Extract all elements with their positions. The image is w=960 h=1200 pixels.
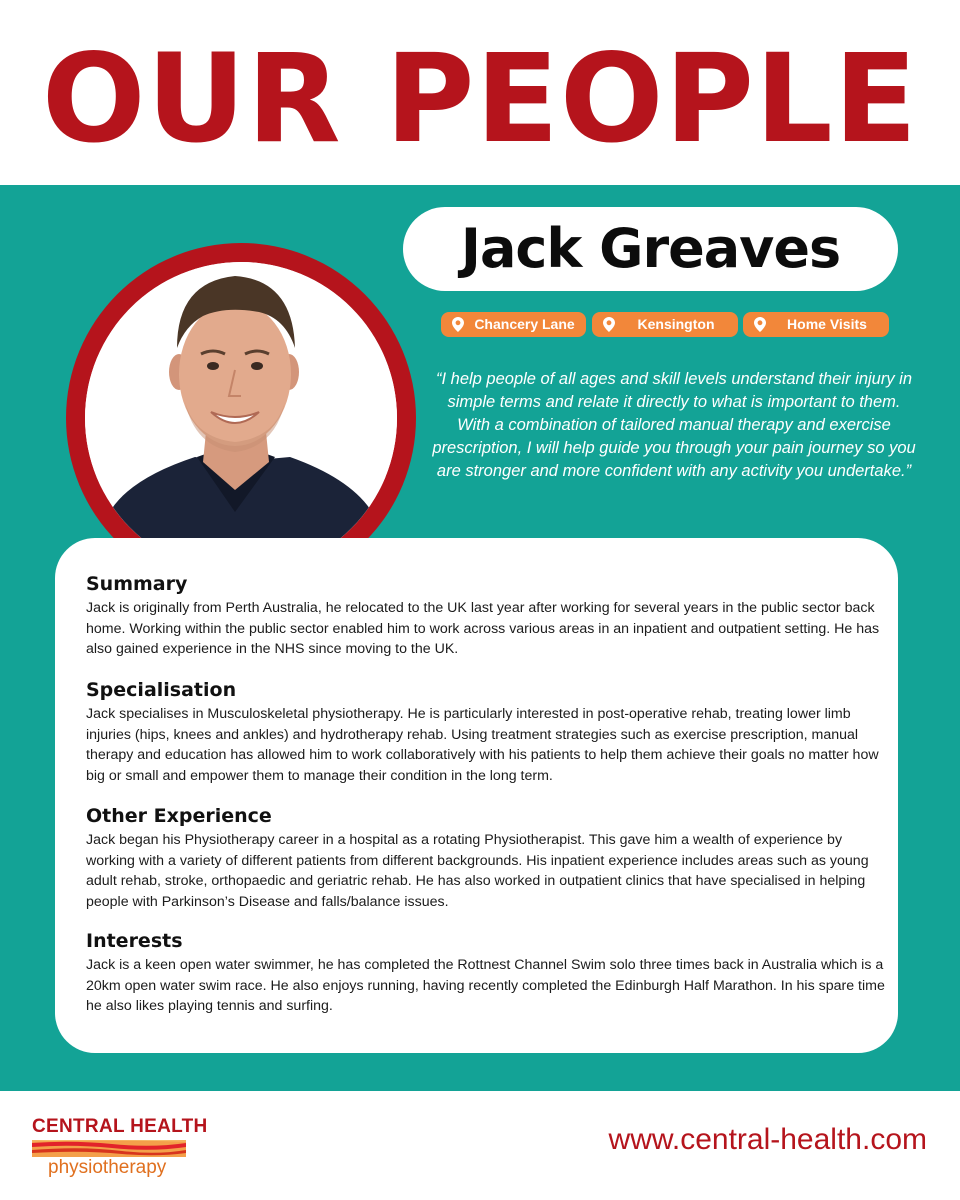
location-label: Kensington xyxy=(637,316,715,332)
location-label: Home Visits xyxy=(787,316,867,332)
section-heading: Specialisation xyxy=(86,679,237,701)
page-title: OUR PEOPLE xyxy=(41,28,919,170)
other-experience-section xyxy=(86,804,886,912)
section-heading: Summary xyxy=(86,573,188,595)
testimonial-quote: “I help people of all ages and skill levels understand their injury in simple terms and relate it directly to what is important to them. With a combination of tailored manual therapy and exercise prescription, I will help guide you through your pain journey so you are stronger and more confident with any activity you undertake.” xyxy=(432,370,916,480)
summary-section xyxy=(86,572,886,660)
location-home-visits xyxy=(743,312,889,337)
website-link[interactable]: www.central-health.com xyxy=(608,1123,927,1156)
location-kensington xyxy=(592,312,738,337)
section-heading: Other Experience xyxy=(86,805,272,827)
person-name: Jack Greaves xyxy=(460,217,841,280)
logo-wordmark: CENTRAL HEALTH xyxy=(32,1116,208,1137)
location-label: Chancery Lane xyxy=(474,316,575,332)
person-photo-icon xyxy=(85,262,397,574)
section-body: Jack is a keen open water swimmer, he has completed the Rottnest Channel Swim solo three times back in Australia which is a 20km open water swim race. He also enjoys running, having recently completed the Edinburgh Half Marathon. In his spare time he also likes playing tennis and surfing. xyxy=(86,957,885,1014)
central-health-logo[interactable] xyxy=(32,1116,208,1182)
logo-tagline: physiotherapy xyxy=(48,1157,167,1178)
specialisation-section xyxy=(86,678,886,786)
logo-stripes-icon xyxy=(32,1140,186,1157)
section-body: Jack began his Physiotherapy career in a hospital as a rotating Physiotherapist. This gave him a wealth of experience by working with a variety of different patients from different backgrounds. His inpatient experience includes areas such as young adult rehab, stroke, orthopaedic and geriatric rehab. He has also worked in outpatient clinics that have specialised in helping people with Parkinson’s Disease and falls/balance issues. xyxy=(86,832,869,910)
section-body: Jack is originally from Perth Australia, he relocated to the UK last year after working for several years in the public sector back home. Working within the public sector enabled him to work across various areas in an inpatient and outpatient setting. He has also gained experience in the NHS since moving to the UK. xyxy=(86,600,880,657)
header xyxy=(0,0,960,185)
name-pill xyxy=(403,207,898,291)
section-body: Jack specialises in Musculoskeletal physiotherapy. He is particularly interested in post-operative rehab, treating lower limb injuries (hips, knees and ankles) and hydrotherapy rehab. Using treatment strategies such as exercise prescription, manual therapy and education has allowed him to work collaboratively with his patients to help them achieve their goals no matter how big or small and empower them to manage their condition in the long term. xyxy=(86,706,879,784)
section-heading: Interests xyxy=(86,930,183,952)
location-chancery-lane xyxy=(441,312,586,337)
profile-photo xyxy=(85,262,397,574)
interests-section xyxy=(86,929,886,1017)
